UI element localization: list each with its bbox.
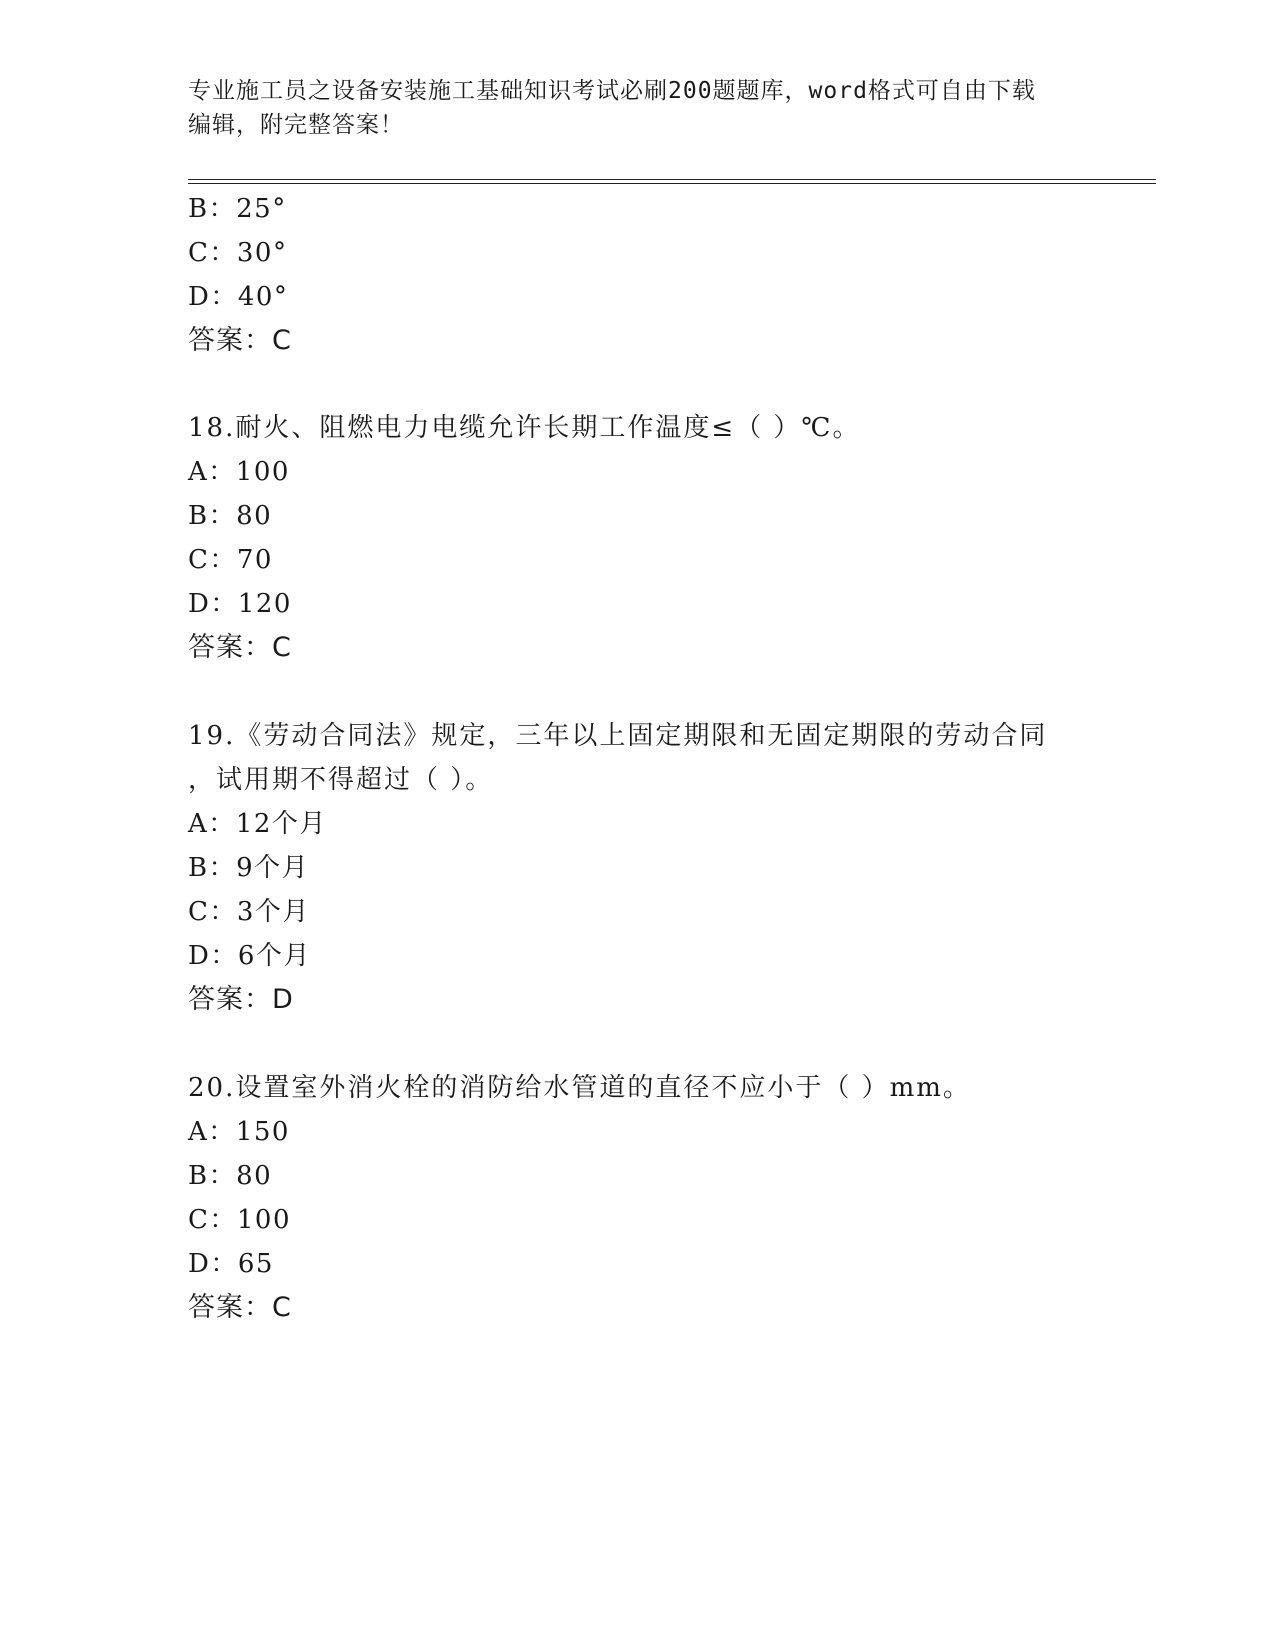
q19-answer: 答案：D <box>188 984 294 1015</box>
q19-question-line-1: 19.《劳动合同法》规定，三年以上固定期限和无固定期限的劳动合同 <box>188 721 1048 751</box>
q20-question: 20.设置室外消火栓的消防给水管道的直径不应小于（ ）mm。 <box>188 1073 971 1103</box>
q20-option-b: B：80 <box>188 1161 273 1191</box>
q18-option-a: A：100 <box>188 457 290 487</box>
q18-answer: 答案：C <box>188 632 292 663</box>
header-divider-top <box>188 179 1156 180</box>
q18-question: 18.耐火、阻燃电力电缆允许长期工作温度≤（ ）℃。 <box>188 413 861 443</box>
q19-option-a: A：12个月 <box>188 809 327 839</box>
q20-option-a: A：150 <box>188 1117 290 1147</box>
header-title-line-2: 编辑，附完整答案！ <box>188 112 404 138</box>
q17-option-d: D：40° <box>188 282 289 312</box>
q20-answer: 答案：C <box>188 1292 292 1323</box>
document-header <box>188 74 1088 142</box>
q20-option-d: D：65 <box>188 1249 274 1279</box>
q17-answer: 答案：C <box>188 325 292 356</box>
q17-option-c: C：30° <box>188 238 288 268</box>
header-divider-bottom <box>188 183 1156 184</box>
header-title-line-1: 专业施工员之设备安装施工基础知识考试必刷200题题库，word格式可自由下载 <box>188 78 1036 104</box>
q18-option-c: C：70 <box>188 545 273 575</box>
q17-option-b: B：25° <box>188 194 287 224</box>
q19-option-c: C：3个月 <box>188 897 310 927</box>
q20-option-c: C：100 <box>188 1205 292 1235</box>
q19-option-d: D：6个月 <box>188 941 311 971</box>
q19-option-b: B：9个月 <box>188 853 310 883</box>
q18-option-b: B：80 <box>188 501 273 531</box>
q19-question-line-2: ，试用期不得超过（ ）。 <box>188 765 494 795</box>
q18-option-d: D：120 <box>188 589 292 619</box>
